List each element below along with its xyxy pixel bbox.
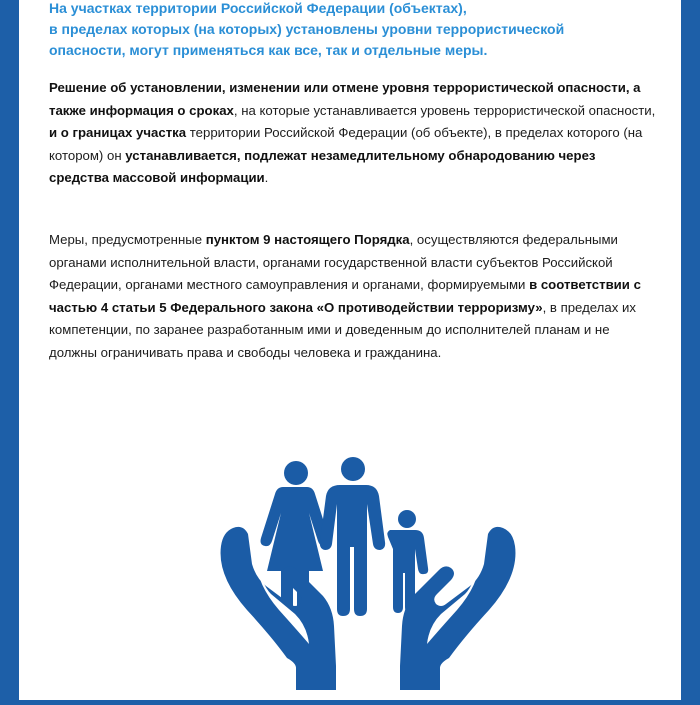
paragraph-announcement: [49, 77, 659, 190]
family-in-hands-illustration: [19, 440, 681, 700]
family-in-hands-icon: [19, 440, 681, 700]
text-fragment: , на которые устанавливается уровень террористической опасности,: [233, 102, 656, 118]
bold-fragment: Решение об установлении, изменении или отмене уровня террористической опасности, а также информация о сроках: [49, 80, 641, 118]
lead-line-3: опасности, могут применяться как все, так и отдельные меры.: [49, 42, 488, 58]
text-fragment: , в пределах их компетенции, по заранее разработанным ими и доведенным до исполнителей планам и не должны ограничивать права и свободы человека и гражданина.: [49, 299, 636, 360]
text-fragment: Меры, предусмотренные: [49, 232, 206, 247]
bold-fragment: пунктом 9 настоящего Порядка: [205, 232, 410, 247]
bold-fragment: и о границах участка: [49, 125, 187, 140]
bold-fragment: устанавливается, подлежат незамедлительному обнародованию через средства массовой информации: [49, 147, 596, 185]
lead-line-1: На участках территории Российской Федерации (объектах),: [49, 0, 467, 16]
document-page: [19, 0, 681, 700]
paragraph-measures: [49, 229, 659, 364]
lead-line-2: в пределах которых (на которых) установлены уровни террористической: [49, 21, 565, 37]
lead-paragraph: [49, 0, 649, 61]
text-fragment: территории Российской Федерации (об объекте), в пределах которого (на котором) он: [49, 125, 643, 163]
text-fragment: , осуществляются федеральными органами исполнительной власти, органами государственной власти субъектов Российской Федерации, органами местного самоуправления и органами, формируемыми: [49, 232, 618, 292]
text-fragment: .: [264, 170, 269, 185]
bold-fragment: в соответствии с частью 4 статьи 5 Федерального закона «О противодействии терроризму»: [49, 277, 641, 315]
